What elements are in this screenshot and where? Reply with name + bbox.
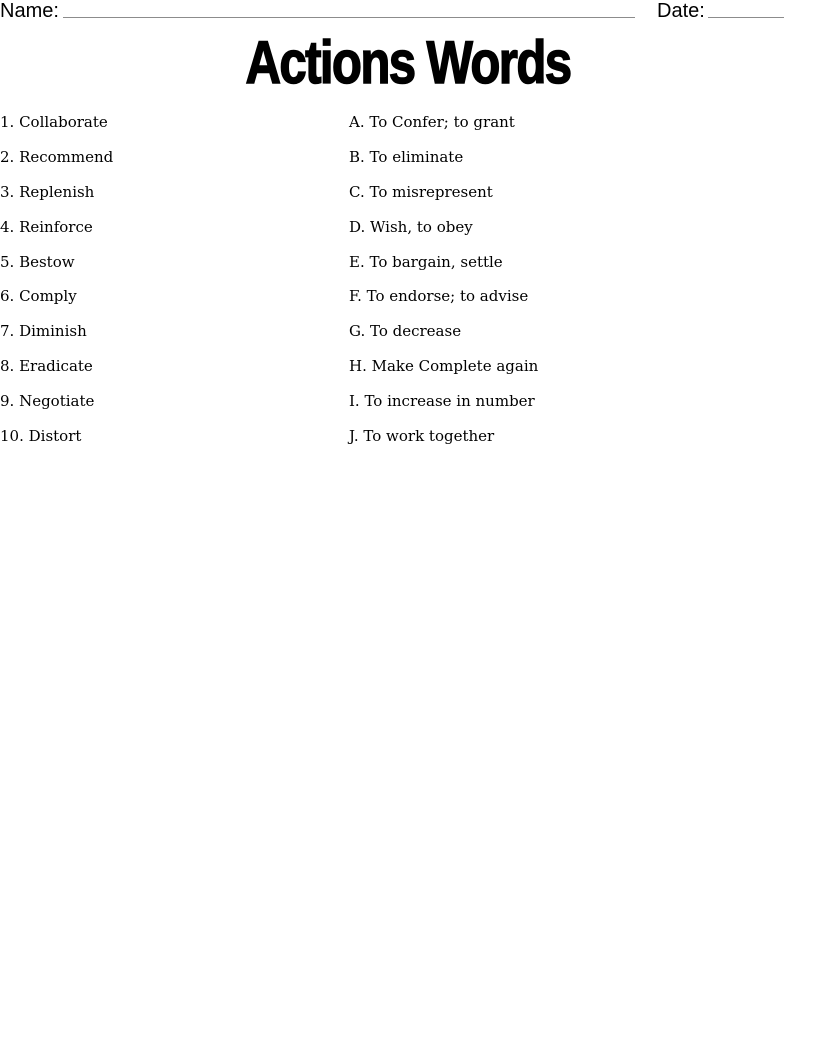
word-item: 10. Distort — [0, 427, 82, 446]
word-item: 5. Bestow — [0, 252, 75, 271]
word-item: 8. Eradicate — [0, 357, 93, 376]
word-item: 2. Recommend — [0, 147, 114, 166]
word-item: 1. Collaborate — [0, 113, 108, 131]
definition-item: G. To decrease — [349, 322, 462, 341]
definition-item: E. To bargain, settle — [349, 252, 503, 271]
worksheet-header — [0, 0, 816, 24]
definition-item: I. To increase in number — [349, 392, 535, 411]
name-blank-line — [63, 17, 635, 18]
page-title: Actions Words — [245, 29, 571, 96]
word-item: 9. Negotiate — [0, 392, 95, 411]
word-item: 7. Diminish — [0, 322, 87, 341]
definition-item: A. To Confer; to grant — [349, 113, 515, 131]
definition-item: B. To eliminate — [349, 147, 464, 166]
definition-item: J. To work together — [349, 427, 495, 446]
definition-item: H. Make Complete again — [349, 357, 539, 376]
definition-item: C. To misrepresent — [349, 182, 493, 201]
definition-list — [349, 111, 538, 460]
word-item: 6. Comply — [0, 287, 77, 306]
word-list — [0, 111, 113, 460]
definition-item: D. Wish, to obey — [349, 217, 473, 236]
definition-item: F. To endorse; to advise — [349, 287, 529, 306]
word-item: 3. Replenish — [0, 182, 95, 201]
date-label: Date: — [657, 0, 705, 22]
word-item: 4. Reinforce — [0, 217, 93, 236]
date-blank-line — [708, 17, 784, 18]
name-label: Name: — [0, 0, 59, 22]
